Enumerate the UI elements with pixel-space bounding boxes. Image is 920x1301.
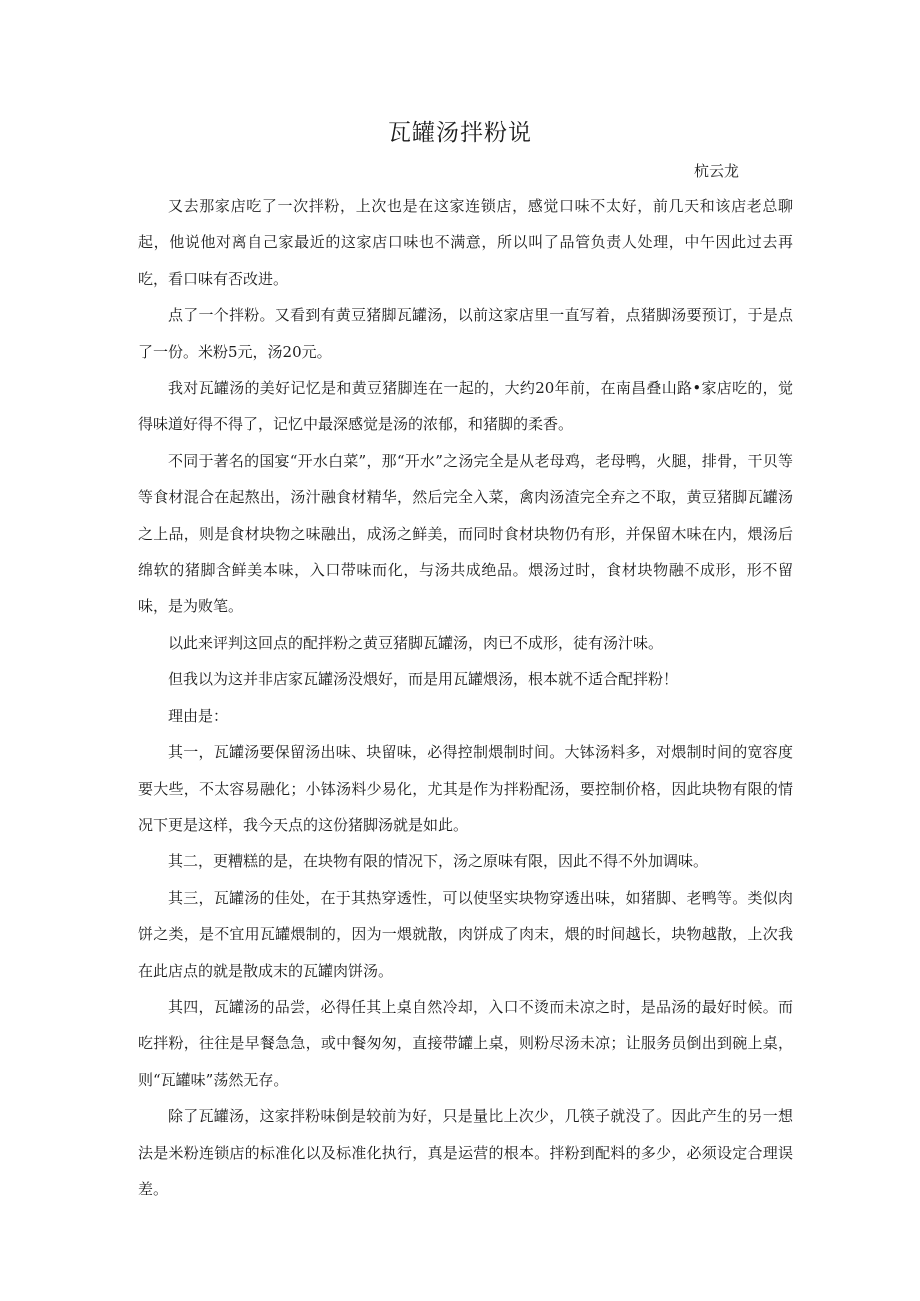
document-body <box>138 188 793 1207</box>
document-title: 瓦罐汤拌粉说 <box>388 120 532 146</box>
paragraph: 以此来评判这回点的配拌粉之黄豆猪脚瓦罐汤，肉已不成形，徒有汤汁味。 <box>168 633 664 652</box>
paragraph: 理由是： <box>168 706 229 725</box>
paragraph: 其三，瓦罐汤的佳处，在于其热穿透性，可以使坚实块物穿透出味，如猪脚、老鸭等。类似肉饼之类，是不宜用瓦罐煨制的，因为一煨就散，肉饼成了肉末，煨的时间越长，块物越散，上次我在此店点的就是散成末的瓦罐肉饼汤。 <box>138 888 793 980</box>
paragraph: 除了瓦罐汤，这家拌粉味倒是较前为好，只是量比上次少，几筷子就没了。因此产生的另一想法是米粉连锁店的标准化以及标准化执行，真是运营的根本。拌粉到配料的多少，必须设定合理误差。 <box>138 1107 793 1198</box>
author-name: 杭云龙 <box>694 162 740 180</box>
paragraph: 其四，瓦罐汤的品尝，必得任其上桌自然冷却，入口不烫而未凉之时，是品汤的最好时候。而吃拌粉，往往是早餐急急，或中餐匆匆，直接带罐上桌，则粉尽汤未凉；让服务员倒出到碗上桌，则“瓦罐味”荡然无存。 <box>138 997 793 1089</box>
paragraph: 其二，更糟糕的是，在块物有限的情况下，汤之原味有限，因此不得不外加调味。 <box>168 852 709 871</box>
paragraph: 我对瓦罐汤的美好记忆是和黄豆猪脚连在一起的，大约20年前，在南昌叠山路•家店吃的，觉得味道好得不得了，记忆中最深感觉是汤的浓郁，和猪脚的柔香。 <box>138 379 793 434</box>
paragraph: 点了一个拌粉。又看到有黄豆猪脚瓦罐汤，以前这家店里一直写着，点猪脚汤要预订，于是点了一份。米粉5元，汤20元。 <box>138 306 793 361</box>
paragraph: 又去那家店吃了一次拌粉，上次也是在这家连锁店，感觉口味不太好，前几天和该店老总聊起，他说他对离自己家最近的这家店口味也不满意，所以叫了品管负责人处理，中午因此过去再吃，看口味有否改进。 <box>138 197 793 288</box>
paragraph: 不同于著名的国宴“开水白菜”，那“开水”之汤完全是从老母鸡，老母鸭，火腿，排骨，干贝等等食材混合在起熬出，汤汁融食材精华，然后完全入菜，禽肉汤渣完全弃之不取，黄豆猪脚瓦罐汤之上品，则是食材块物之味融出，成汤之鲜美，而同时食材块物仍有形，并保留木味在内，煨汤后绵软的猪脚含鲜美本味，入口带味而化，与汤共成绝品。煨汤过时，食材块物融不成形，形不留味，是为败笔。 <box>138 451 793 616</box>
paragraph: 其一，瓦罐汤要保留汤出味、块留味，必得控制煨制时间。大钵汤料多，对煨制时间的宽容度要大些，不太容易融化；小钵汤料少易化，尤其是作为拌粉配汤，要控制价格，因此块物有限的情况下更是这样，我今天点的这份猪脚汤就是如此。 <box>138 743 793 834</box>
paragraph: 但我以为这并非店家瓦罐汤没煨好，而是用瓦罐煨汤，根本就不适合配拌粉！ <box>168 670 679 689</box>
